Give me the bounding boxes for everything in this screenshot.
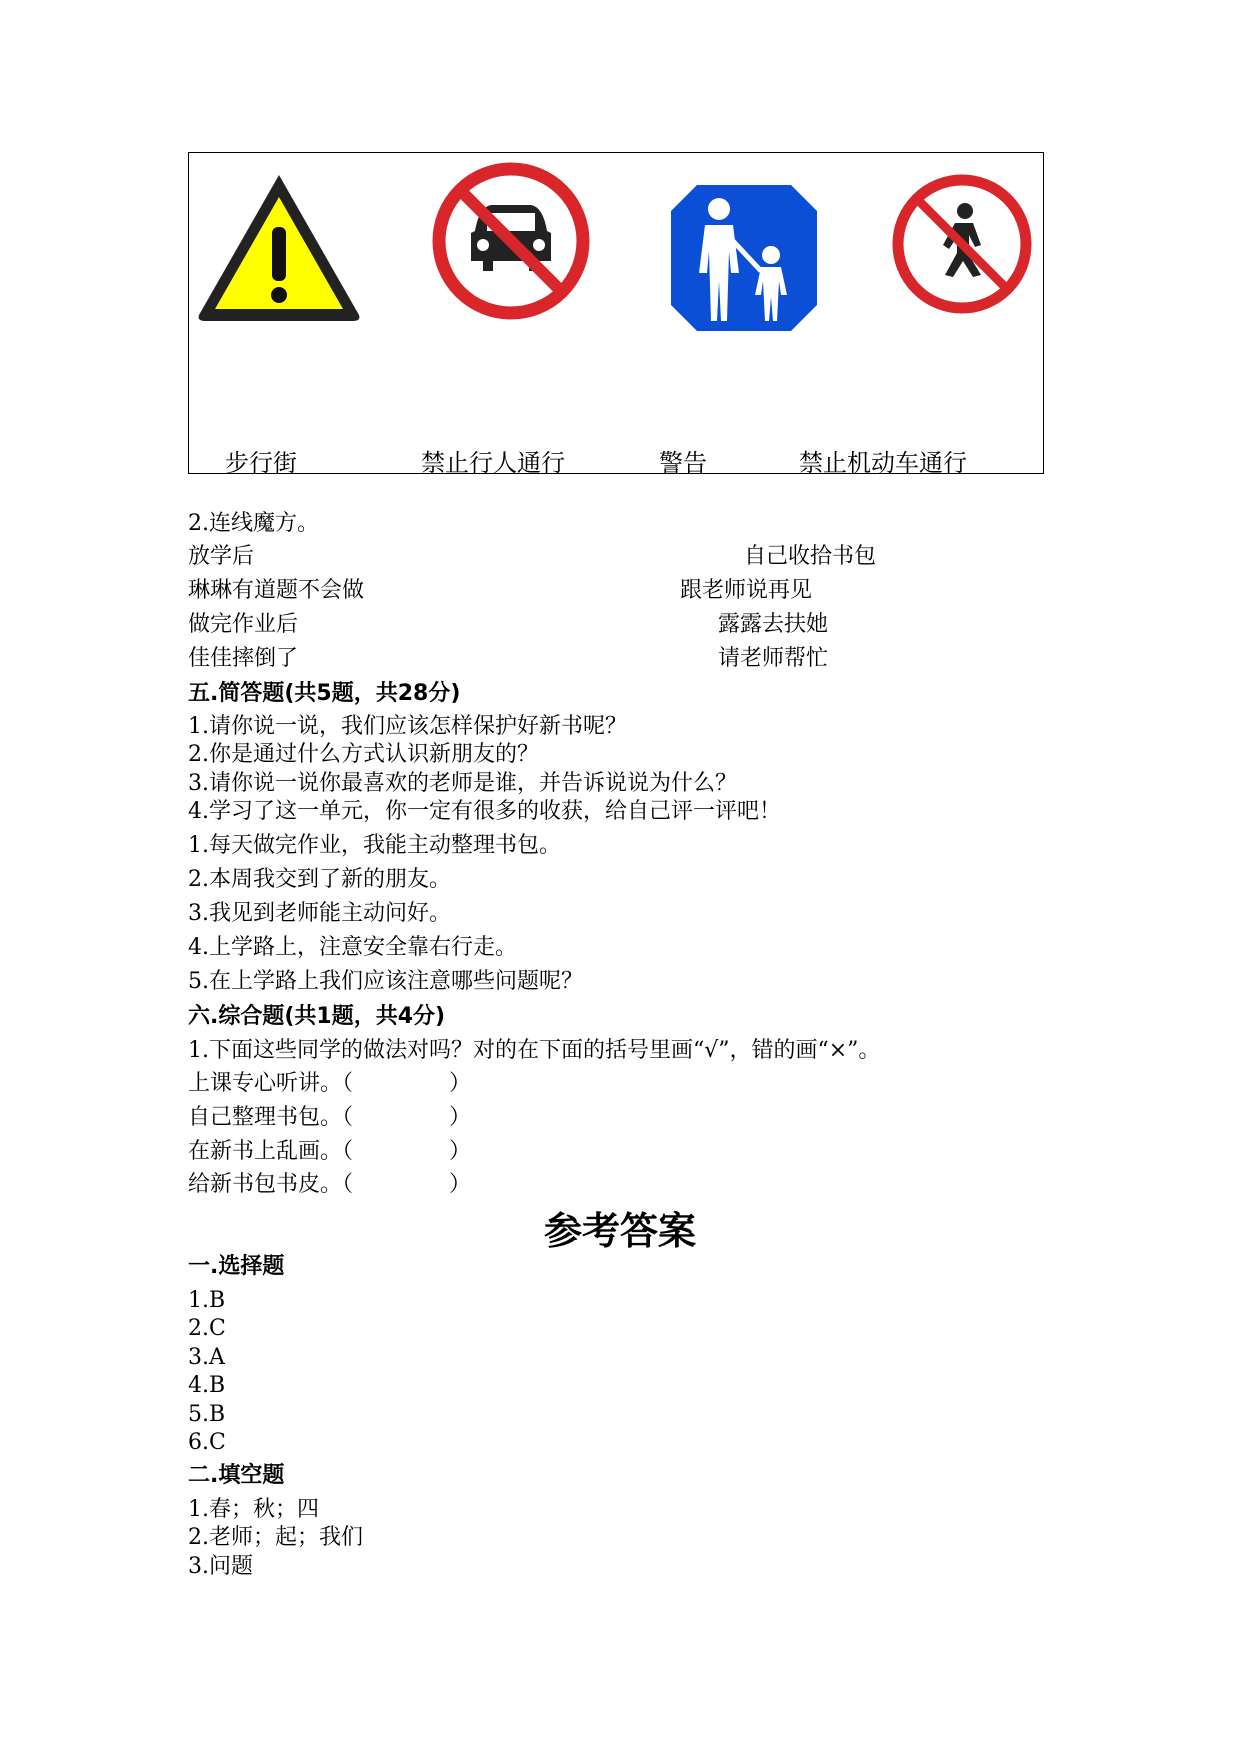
answer-item: 5.B <box>188 1402 226 1427</box>
sign-label-warning: 警告 <box>659 449 707 477</box>
answers-section1-heading: 一.选择题 <box>188 1254 285 1279</box>
section6-heading: 六.综合题(共1题，共4分) <box>188 1004 446 1029</box>
no-pedestrian-sign-icon <box>889 171 1035 317</box>
answers-section2-heading: 二.填空题 <box>188 1463 285 1488</box>
self-eval-item: 4.上学路上，注意安全靠右行走。 <box>188 935 517 960</box>
answer-item: 3.问题 <box>188 1554 253 1579</box>
answer-item: 2.C <box>188 1316 226 1341</box>
warning-sign-icon <box>193 169 365 325</box>
match-right-item: 请老师帮忙 <box>718 646 829 671</box>
self-eval-item: 1.每天做完作业，我能主动整理书包。 <box>188 833 561 858</box>
q2-title: 2.连线魔方。 <box>188 511 319 536</box>
short-answer-question: 3.请你说一说你最喜欢的老师是谁，并告诉说说为什么？ <box>188 771 737 796</box>
pedestrian-street-sign-icon <box>667 181 821 335</box>
comprehensive-question: 1.下面这些同学的做法对吗？对的在下面的括号里画“√”，错的画“×”。 <box>188 1038 881 1063</box>
short-answer-question: 2.你是通过什么方式认识新朋友的？ <box>188 742 539 767</box>
self-eval-item: 3.我见到老师能主动问好。 <box>188 901 451 926</box>
match-left-item: 佳佳摔倒了 <box>188 646 299 671</box>
answers-title: 参考答案 <box>543 1209 696 1253</box>
sign-label-no-pedestrians: 禁止行人通行 <box>421 449 565 477</box>
short-answer-question: 4.学习了这一单元，你一定有很多的收获，给自己评一评吧！ <box>188 799 781 824</box>
judge-item: 上课专心听讲。（ ） <box>188 1071 472 1096</box>
answer-item: 3.A <box>188 1345 225 1370</box>
sign-label-pedestrian-street: 步行街 <box>225 449 297 477</box>
answer-item: 4.B <box>188 1373 226 1398</box>
answer-item: 6.C <box>188 1430 226 1455</box>
section5-heading: 五.简答题(共5题，共28分) <box>188 681 461 706</box>
match-left-item: 放学后 <box>188 544 255 569</box>
no-motor-vehicle-sign-icon <box>431 161 591 321</box>
self-eval-item: 2.本周我交到了新的朋友。 <box>188 867 451 892</box>
short-answer-question: 1.请你说一说，我们应该怎样保护好新书呢？ <box>188 714 627 739</box>
match-right-item: 跟老师说再见 <box>680 578 813 603</box>
traffic-signs-figure <box>188 152 1044 477</box>
self-eval-item: 5.在上学路上我们应该注意哪些问题呢？ <box>188 969 583 994</box>
answer-item: 1.B <box>188 1288 226 1313</box>
answer-item: 2.老师；起；我们 <box>188 1525 363 1550</box>
judge-item: 在新书上乱画。（ ） <box>188 1139 472 1164</box>
sign-label-no-motor-vehicles: 禁止机动车通行 <box>799 449 967 477</box>
judge-item: 给新书包书皮。（ ） <box>188 1172 472 1197</box>
answer-item: 1.春；秋；四 <box>188 1497 319 1522</box>
match-right-item: 露露去扶她 <box>718 612 829 637</box>
match-left-item: 做完作业后 <box>188 612 299 637</box>
match-right-item: 自己收拾书包 <box>744 544 877 569</box>
match-left-item: 琳琳有道题不会做 <box>188 578 365 603</box>
judge-item: 自己整理书包。（ ） <box>188 1105 472 1130</box>
